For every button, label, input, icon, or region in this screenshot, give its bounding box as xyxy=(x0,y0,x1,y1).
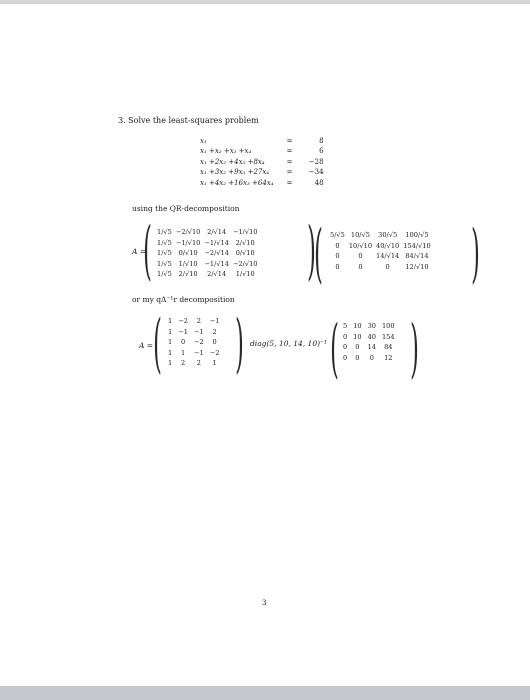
equation-lhs: x₁ +2x₂ +4x₃ +8x₄ xyxy=(200,157,265,166)
equation-rhs: −34 xyxy=(308,168,324,177)
q-int-matrix-cell: −1 xyxy=(193,348,204,357)
q-matrix-cell: 2/√10 xyxy=(235,238,255,247)
equation-lhs: x₁ +4x₂ +16x₃ +64x₄ xyxy=(200,178,274,187)
q-int-matrix-row xyxy=(165,327,222,338)
equation-equals: = xyxy=(286,178,293,187)
q-matrix-cell: 0/√10 xyxy=(178,249,198,258)
alt-intro: or my qΔ⁻¹r decomposition xyxy=(132,295,235,304)
r-int-matrix-cell: 100 xyxy=(381,322,395,330)
q-int-matrix-cell: 1 xyxy=(168,338,173,347)
r-matrix-cell: 0 xyxy=(358,252,363,261)
q-matrix-row xyxy=(155,259,259,270)
r-matrix-cell: 154/√10 xyxy=(403,241,431,250)
bottom-bar xyxy=(0,686,530,700)
r-matrix-cell: 10/√5 xyxy=(350,231,370,239)
equation-rhs: 8 xyxy=(319,137,324,145)
r-matrix-cell: 0 xyxy=(358,262,363,271)
q-int-matrix xyxy=(165,316,222,369)
q-matrix-cell: 1/√5 xyxy=(157,238,172,247)
qr-intro: using the QR-decomposition xyxy=(132,204,240,213)
q-int-right-paren: ) xyxy=(235,307,244,381)
q-int-matrix-row xyxy=(165,316,222,327)
r-int-matrix-cell: 84 xyxy=(384,343,393,352)
r-int-matrix-cell: 0 xyxy=(343,343,348,352)
r-matrix-cell: 0 xyxy=(335,262,340,271)
top-bar xyxy=(0,0,530,4)
r-left-paren: ( xyxy=(314,217,323,291)
q-int-matrix-cell: 2 xyxy=(196,317,201,325)
q-matrix xyxy=(155,227,259,280)
q-matrix-cell: −1/√10 xyxy=(175,238,201,247)
r-matrix-cell: 40/√10 xyxy=(376,241,400,250)
r-int-matrix-cell: 30 xyxy=(367,322,376,330)
q-matrix-cell: −2/√10 xyxy=(232,259,258,268)
r-int-matrix-cell: 14 xyxy=(367,343,376,352)
q-int-matrix-cell: 1 xyxy=(168,359,173,368)
q-int-matrix-cell: −2 xyxy=(193,338,204,347)
q-matrix-cell: 1/√10 xyxy=(178,259,198,268)
q-left-paren: ( xyxy=(143,214,152,288)
r-int-matrix-cell: 0 xyxy=(355,343,360,352)
q-int-matrix-cell: −1 xyxy=(193,327,204,336)
r-matrix-row xyxy=(328,251,433,262)
r-int-matrix-cell: 12 xyxy=(384,353,393,362)
equation-lhs: x₁ xyxy=(200,137,207,145)
q-matrix-cell: 1/√10 xyxy=(235,270,255,279)
equation-row xyxy=(198,136,326,146)
q-int-matrix-cell: 2 xyxy=(196,359,201,368)
r-int-matrix xyxy=(340,321,398,363)
q-matrix-cell: 2/√14 xyxy=(207,270,227,279)
q-int-matrix-row xyxy=(165,348,222,359)
page-number: 3 xyxy=(262,599,267,607)
equation-row xyxy=(198,178,326,188)
equation-lhs: x₁ +3x₂ +9x₃ +27x₄ xyxy=(200,168,270,177)
r-int-matrix-cell: 10 xyxy=(353,332,362,341)
q-matrix-cell: 0/√10 xyxy=(235,249,255,258)
q-matrix-cell: 1/√5 xyxy=(157,228,172,236)
r-int-matrix-cell: 0 xyxy=(343,353,348,362)
q-int-matrix-cell: 1 xyxy=(168,348,173,357)
equation-row xyxy=(198,146,326,156)
q-int-matrix-cell: −2 xyxy=(178,317,188,325)
a-label-qr: A = xyxy=(132,247,147,256)
equation-row xyxy=(198,157,326,167)
r-matrix-row xyxy=(328,241,433,252)
q-matrix-cell: −1/√14 xyxy=(204,259,229,268)
q-matrix-cell: 1/√5 xyxy=(157,259,172,268)
r-matrix-cell: 0 xyxy=(335,252,340,261)
r-matrix-row xyxy=(328,262,433,273)
equation-equals: = xyxy=(286,168,293,177)
r-matrix-cell: 30/√5 xyxy=(378,231,398,239)
q-int-matrix-cell: −2 xyxy=(209,348,220,357)
r-matrix-cell: 84/√14 xyxy=(405,252,429,261)
q-int-matrix-cell: 1 xyxy=(168,327,173,336)
q-int-matrix-row xyxy=(165,358,222,369)
q-matrix-row xyxy=(155,269,259,280)
r-matrix-row xyxy=(328,230,433,241)
r-int-matrix-cell: 40 xyxy=(367,332,376,341)
q-int-matrix-cell: −1 xyxy=(178,327,188,336)
equation-lhs: x₁ +x₂ +x₃ +x₄ xyxy=(200,147,252,156)
q-int-matrix-cell: 2 xyxy=(180,359,186,368)
q-matrix-cell: −2/√10 xyxy=(175,228,201,236)
problem-statement: 3. Solve the least-squares problem xyxy=(118,116,259,125)
equation-system xyxy=(198,136,326,188)
r-int-matrix-row xyxy=(340,332,398,343)
r-matrix-cell: 14/√14 xyxy=(376,252,400,261)
q-int-matrix-cell: 1 xyxy=(212,359,217,368)
r-matrix-cell: 5/√5 xyxy=(330,231,345,239)
r-int-matrix-row xyxy=(340,321,398,332)
q-int-matrix-cell: 0 xyxy=(180,338,186,347)
r-matrix-cell: 0 xyxy=(335,241,340,250)
q-matrix-cell: −1/√10 xyxy=(232,228,258,236)
q-int-matrix-row xyxy=(165,337,222,348)
r-int-left-paren: ( xyxy=(330,312,339,386)
q-int-matrix-cell: 0 xyxy=(212,338,217,347)
diag-factor: diag(5, 10, 14, 10)⁻¹ xyxy=(250,339,327,348)
equation-equals: = xyxy=(286,147,293,156)
r-matrix-cell: 12/√10 xyxy=(405,262,429,271)
q-matrix-cell: 2/√14 xyxy=(207,228,227,236)
q-matrix-cell: 1/√5 xyxy=(157,249,172,258)
r-int-matrix-cell: 0 xyxy=(343,332,348,341)
equation-equals: = xyxy=(286,137,293,145)
q-matrix-row xyxy=(155,227,259,238)
equation-row xyxy=(198,167,326,177)
equation-rhs: 6 xyxy=(319,147,324,156)
r-int-matrix-row xyxy=(340,342,398,353)
equation-rhs: 48 xyxy=(314,178,324,187)
q-matrix-row xyxy=(155,238,259,249)
r-int-matrix-cell: 0 xyxy=(369,353,374,362)
r-matrix-cell: 100/√5 xyxy=(405,231,429,239)
q-int-matrix-cell: 2 xyxy=(212,327,217,336)
r-int-right-paren: ) xyxy=(410,312,419,386)
q-right-paren: ) xyxy=(307,214,316,288)
r-right-paren: ) xyxy=(471,217,480,291)
q-int-matrix-cell: 1 xyxy=(180,348,186,357)
r-int-matrix-cell: 154 xyxy=(381,332,395,341)
q-matrix-row xyxy=(155,248,259,259)
q-int-matrix-cell: 1 xyxy=(168,317,173,325)
equation-rhs: −28 xyxy=(308,157,324,166)
r-int-matrix-row xyxy=(340,353,398,364)
q-matrix-cell: 1/√5 xyxy=(157,270,172,279)
q-matrix-cell: −1/√14 xyxy=(204,238,229,247)
q-matrix-cell: 2/√10 xyxy=(178,270,198,279)
r-matrix xyxy=(328,230,433,272)
r-int-matrix-cell: 5 xyxy=(343,322,348,330)
q-matrix-cell: −2/√14 xyxy=(204,249,229,258)
r-matrix-cell: 0 xyxy=(385,262,390,271)
r-int-matrix-cell: 0 xyxy=(355,353,360,362)
equation-equals: = xyxy=(286,157,293,166)
r-int-matrix-cell: 10 xyxy=(353,322,362,330)
a-label-alt: A = xyxy=(139,341,154,350)
q-int-left-paren: ( xyxy=(153,307,162,381)
r-matrix-cell: 10/√10 xyxy=(348,241,373,250)
q-int-matrix-cell: −1 xyxy=(209,317,220,325)
